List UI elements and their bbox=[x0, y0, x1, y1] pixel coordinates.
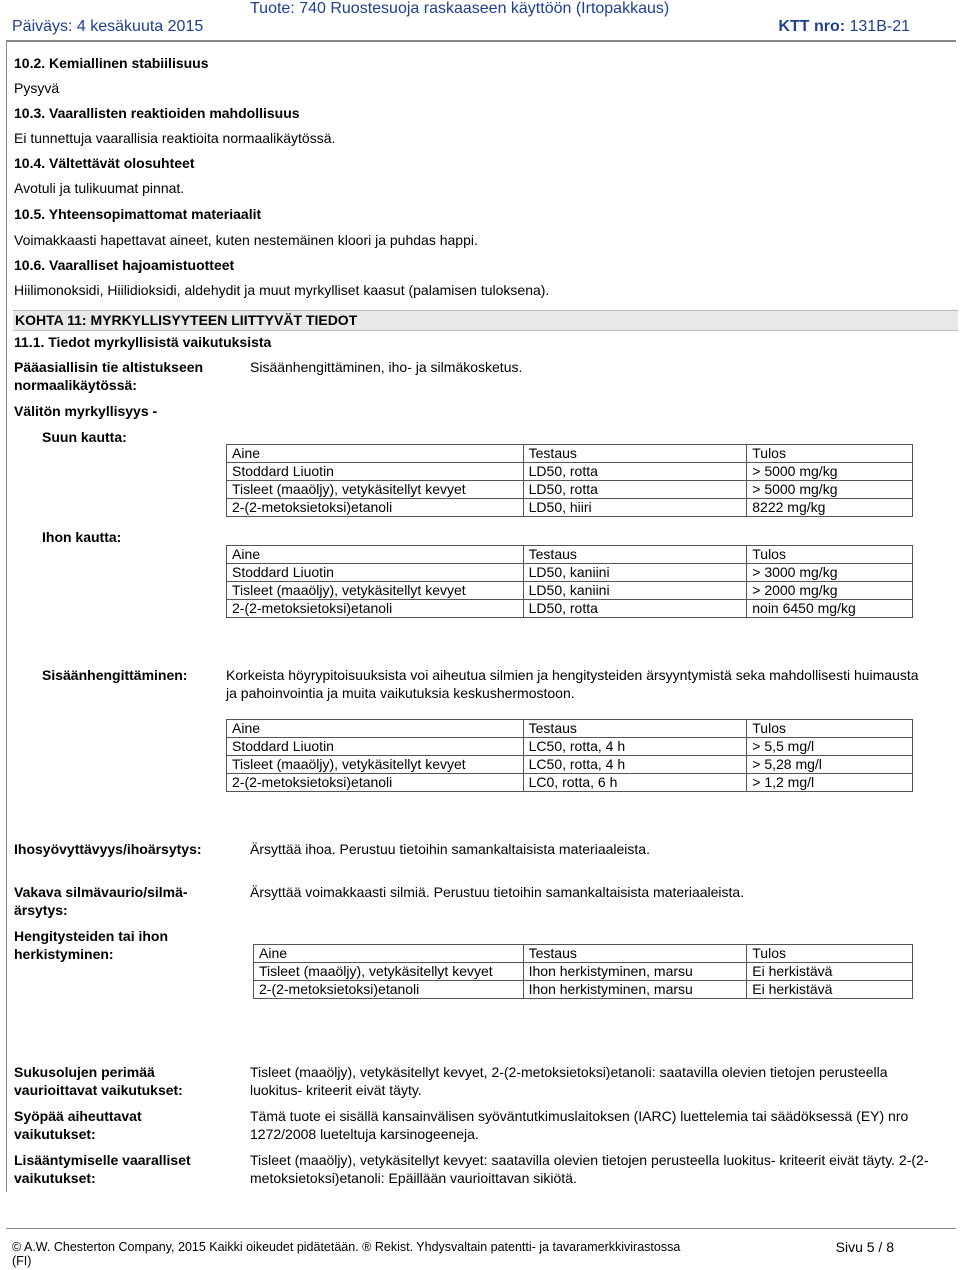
table-cell: Ei herkistävä bbox=[747, 981, 913, 999]
inhal-text: Korkeista höyrypitoisuuksista voi aiheutua silmien ja hengitysteiden ärsyyntymistä seka mahdollisesti huimausta ja pahoinvointia ja muita vaikutuksia keskushermostoon. bbox=[226, 667, 919, 701]
table-header-row bbox=[227, 445, 913, 463]
table-cell: 2-(2-metoksietoksi)etanoli bbox=[254, 981, 524, 999]
acute-label: Välitön myrkyllisyys - bbox=[14, 403, 158, 419]
table-cell: Stoddard Liuotin bbox=[227, 738, 524, 756]
table-header-cell: Testaus bbox=[523, 720, 747, 738]
repr-label: Lisääntymiselle vaaralliset vaikutukset: bbox=[14, 1152, 191, 1186]
eye-label: Vakava silmävaurio/silmä-ärsytys: bbox=[14, 884, 188, 918]
footer-lang: (FI) bbox=[12, 1254, 32, 1268]
sens-table bbox=[253, 944, 913, 999]
route-value: Sisäänhengittäminen, iho- ja silmäkosketus. bbox=[250, 359, 523, 375]
table-header-cell: Tulos bbox=[747, 720, 913, 738]
ktt-label: KTT nro: bbox=[778, 18, 846, 35]
table-cell: LD50, hiiri bbox=[523, 499, 747, 517]
table-cell: Ihon herkistyminen, marsu bbox=[523, 963, 747, 981]
table-cell: LC50, rotta, 4 h bbox=[523, 756, 747, 774]
table-cell: > 2000 mg/kg bbox=[747, 582, 913, 600]
heading-10-2: 10.2. Kemiallinen stabiilisuus bbox=[14, 55, 209, 71]
inhal-table bbox=[226, 719, 913, 792]
text-10-5: Voimakkaasti hapettavat aineet, kuten nestemäinen kloori ja puhdas happi. bbox=[14, 232, 478, 248]
heading-10-5: 10.5. Yhteensopimattomat materiaalit bbox=[14, 206, 262, 222]
left-margin-line bbox=[6, 40, 7, 1192]
text-10-2: Pysyvä bbox=[14, 80, 60, 96]
table-cell: Tisleet (maaöljy), vetykäsitellyt kevyet bbox=[254, 963, 524, 981]
page-number: Sivu 5 / 8 bbox=[835, 1239, 894, 1255]
table-cell: Ei herkistävä bbox=[747, 963, 913, 981]
eye-text: Ärsyttää voimakkaasti silmiä. Perustuu tietoihin samankaltaisista materiaaleista. bbox=[250, 884, 745, 900]
footer bbox=[12, 1240, 912, 1268]
table-cell: LD50, kaniini bbox=[523, 582, 747, 600]
table-header-cell: Aine bbox=[227, 720, 524, 738]
table-cell: noin 6450 mg/kg bbox=[747, 600, 913, 618]
heading-11-1: 11.1. Tiedot myrkyllisistä vaikutuksista bbox=[14, 334, 272, 350]
skin-text: Ärsyttää ihoa. Perustuu tietoihin samankaltaisista materiaaleista. bbox=[250, 841, 650, 857]
repr-text: Tisleet (maaöljy), vetykäsitellyt kevyet: saatavilla olevien tietojen perusteella luokitus- kriteerit eivät täyty. 2-(2-metoksietoksi)etanoli: Epäillään vaurioittavan sikiötä. bbox=[250, 1152, 929, 1186]
table-header-cell: Testaus bbox=[523, 945, 747, 963]
table-cell: 8222 mg/kg bbox=[747, 499, 913, 517]
table-cell: > 5000 mg/kg bbox=[747, 463, 913, 481]
table-row bbox=[227, 564, 913, 582]
table-cell: LD50, kaniini bbox=[523, 564, 747, 582]
table-cell: LD50, rotta bbox=[523, 463, 747, 481]
table-header-cell: Tulos bbox=[747, 445, 913, 463]
table-header-cell: Aine bbox=[227, 546, 524, 564]
table-cell: 2-(2-metoksietoksi)etanoli bbox=[227, 600, 524, 618]
table-row bbox=[227, 582, 913, 600]
table-row bbox=[227, 756, 913, 774]
table-cell: Tisleet (maaöljy), vetykäsitellyt kevyet bbox=[227, 582, 524, 600]
table-header-cell: Testaus bbox=[523, 445, 747, 463]
text-10-6: Hiilimonoksidi, Hiilidioksidi, aldehydit ja muut myrkylliset kaasut (palamisen tuloksena). bbox=[14, 282, 550, 298]
heading-10-6: 10.6. Vaaralliset hajoamistuotteet bbox=[14, 257, 235, 273]
table-cell: 2-(2-metoksietoksi)etanoli bbox=[227, 499, 524, 517]
header-divider bbox=[6, 40, 956, 42]
table-row bbox=[227, 499, 913, 517]
heading-10-4: 10.4. Vältettävät olosuhteet bbox=[14, 155, 195, 171]
text-10-4: Avotuli ja tulikuumat pinnat. bbox=[14, 180, 185, 196]
table-cell: Tisleet (maaöljy), vetykäsitellyt kevyet bbox=[227, 756, 524, 774]
table-cell: Stoddard Liuotin bbox=[227, 564, 524, 582]
table-cell: > 5000 mg/kg bbox=[747, 481, 913, 499]
table-header-cell: Tulos bbox=[747, 945, 913, 963]
oral-table bbox=[226, 444, 913, 517]
page-header bbox=[0, 0, 960, 40]
table-cell: 2-(2-metoksietoksi)etanoli bbox=[227, 774, 524, 792]
table-header-cell: Testaus bbox=[523, 546, 747, 564]
table-cell: LD50, rotta bbox=[523, 600, 747, 618]
muta-text: Tisleet (maaöljy), vetykäsitellyt kevyet, 2-(2-metoksietoksi)etanoli: saatavilla olevien tietojen perusteella luokitus- kriteerit eivät täyty. bbox=[250, 1064, 888, 1098]
table-cell: LD50, rotta bbox=[523, 481, 747, 499]
skin-label: Ihosyövyttävyys/ihoärsytys: bbox=[14, 841, 202, 857]
table-header-row bbox=[227, 546, 913, 564]
table-header-row bbox=[254, 945, 913, 963]
carc-text: Tämä tuote ei sisällä kansainvälisen syöväntutkimuslaitoksen (IARC) luettelemia tai säädöksessä (EY) nro 1272/2008 lueteltuja karsinogeeneja. bbox=[250, 1108, 909, 1142]
text-10-3: Ei tunnettuja vaarallisia reaktioita normaalikäytössä. bbox=[14, 130, 336, 146]
heading-10-3: 10.3. Vaarallisten reaktioiden mahdollisuus bbox=[14, 105, 300, 121]
table-header-cell: Aine bbox=[227, 445, 524, 463]
table-header-cell: Aine bbox=[254, 945, 524, 963]
table-row bbox=[254, 963, 913, 981]
oral-label: Suun kautta: bbox=[42, 429, 127, 445]
table-row bbox=[227, 463, 913, 481]
dermal-table bbox=[226, 545, 913, 618]
section-11-banner: KOHTA 11: MYRKYLLISYYTEEN LIITTYVÄT TIEDOT bbox=[13, 310, 958, 331]
table-cell: Tisleet (maaöljy), vetykäsitellyt kevyet bbox=[227, 481, 524, 499]
ktt-value: 131B-21 bbox=[849, 18, 910, 35]
dermal-label: Ihon kautta: bbox=[42, 529, 122, 545]
route-label: Pääasiallisin tie altistukseen normaalikäytössä: bbox=[14, 359, 204, 393]
table-cell: > 5,5 mg/l bbox=[747, 738, 913, 756]
table-cell: Stoddard Liuotin bbox=[227, 463, 524, 481]
table-row bbox=[227, 481, 913, 499]
inhal-label: Sisäänhengittäminen: bbox=[42, 667, 188, 683]
header-product: Tuote: 740 Ruostesuoja raskaaseen käyttöön (Irtopakkaus) bbox=[250, 0, 670, 17]
table-cell: LC0, rotta, 6 h bbox=[523, 774, 747, 792]
table-cell: > 1,2 mg/l bbox=[747, 774, 913, 792]
header-ktt bbox=[778, 18, 910, 36]
table-row bbox=[227, 600, 913, 618]
table-row bbox=[227, 774, 913, 792]
table-cell: > 3000 mg/kg bbox=[747, 564, 913, 582]
table-row bbox=[254, 981, 913, 999]
muta-label: Sukusolujen perimää vaurioittavat vaikutukset: bbox=[14, 1064, 183, 1098]
table-header-cell: Tulos bbox=[747, 546, 913, 564]
table-row bbox=[227, 738, 913, 756]
table-cell: Ihon herkistyminen, marsu bbox=[523, 981, 747, 999]
header-date: Päiväys: 4 kesäkuuta 2015 bbox=[12, 18, 204, 35]
carc-label: Syöpää aiheuttavat vaikutukset: bbox=[14, 1108, 142, 1142]
sens-label: Hengitysteiden tai ihon herkistyminen: bbox=[14, 928, 169, 962]
footer-divider bbox=[6, 1228, 956, 1229]
footer-copyright: © A.W. Chesterton Company, 2015 Kaikki oikeudet pidätetään. ® Rekist. Yhdysvaltain patentti- ja tavaramerkkivirastossa bbox=[12, 1240, 681, 1254]
table-cell: LC50, rotta, 4 h bbox=[523, 738, 747, 756]
table-header-row bbox=[227, 720, 913, 738]
table-cell: > 5,28 mg/l bbox=[747, 756, 913, 774]
